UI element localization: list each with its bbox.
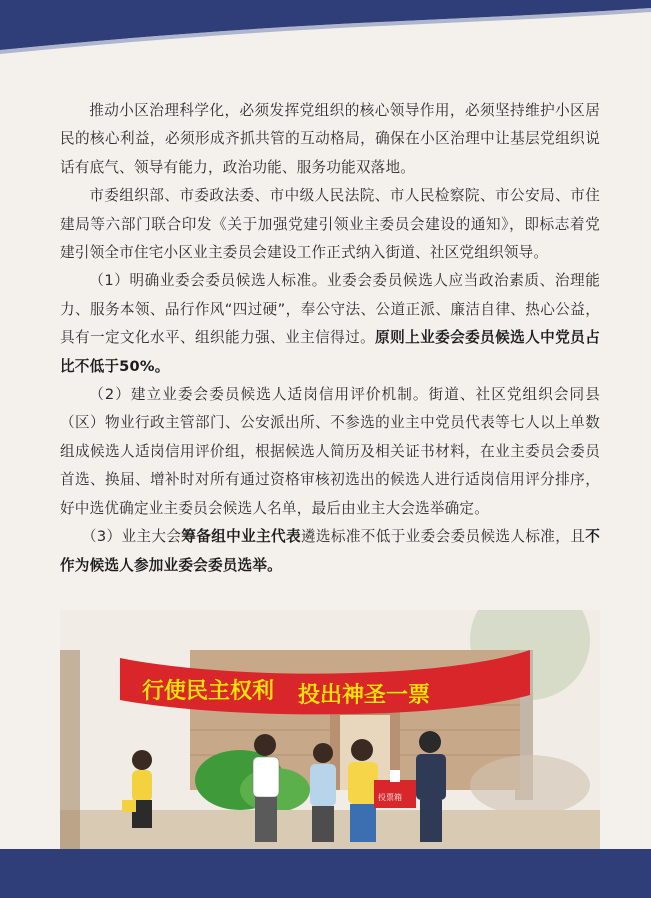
paragraph-notice: 市委组织部、市委政法委、市中级人民法院、市人民检察院、市公安局、市住建局等六部门联合印发《关于加强党建引领业主委员会建设的通知》，即标志着党建引领全市住宅小区业主委员会建设工作正式纳入街道、社区党组织领导。: [60, 187, 600, 262]
item-1-text: （1）明确业委会委员候选人标准。业委会委员候选人应当政治素质、治理能力、服务本领、品行作风“四过硬”，奉公守法、公道正派、廉洁自律、热心公益，具有一定文化水平、组织能力强、业主信得过。: [60, 272, 600, 347]
paragraph-intro: 推动小区治理科学化，必须发挥党组织的核心领导作用，必须坚持维护小区居民的核心利益，必须形成齐抓共管的互动格局，确保在小区治理中让基层党组织说话有底气、领导有能力，政治功能、服务功能双落地。: [60, 102, 600, 176]
item-3-emphasis-a: 筹备组中业主代表: [181, 528, 301, 546]
paragraph-item-1: [60, 267, 600, 381]
top-decorative-band: [0, 0, 651, 60]
voting-illustration: [60, 610, 600, 849]
banner-left-text: 行使民主权利: [142, 679, 275, 704]
item-3-text-b: 遴选标准不低于业委会委员候选人标准，且: [300, 528, 586, 546]
bottom-decorative-band: [0, 849, 651, 898]
article-body: [60, 97, 600, 580]
item-3-text-a: （3）业主大会: [81, 528, 182, 546]
item-1-emphasis: 原则上业委会委员候选人中党员占比不低于50%。: [60, 329, 600, 375]
item-3-emphasis-b: 不作为候选人参加业委会委员选举。: [60, 528, 600, 574]
paragraph-item-3: [60, 523, 600, 580]
paragraph-item-2: （2）建立业委会委员候选人适岗信用评价机制。街道、社区党组织会同县（区）物业行政主管部门、公安派出所、不参选的业主中党员代表等七人以上单数组成候选人适岗信用评价组，根据候选人简历及相关证书材料，在业主委员会委员首选、换届、增补时对所有通过资格审核初选出的候选人进行适岗信用评分排序，好中选优确定业主委员会候选人名单，最后由业主大会选举确定。: [60, 386, 600, 517]
banner-right-text: 投出神圣一票: [298, 683, 431, 708]
ballot-box-label: 投票箱: [378, 793, 402, 802]
